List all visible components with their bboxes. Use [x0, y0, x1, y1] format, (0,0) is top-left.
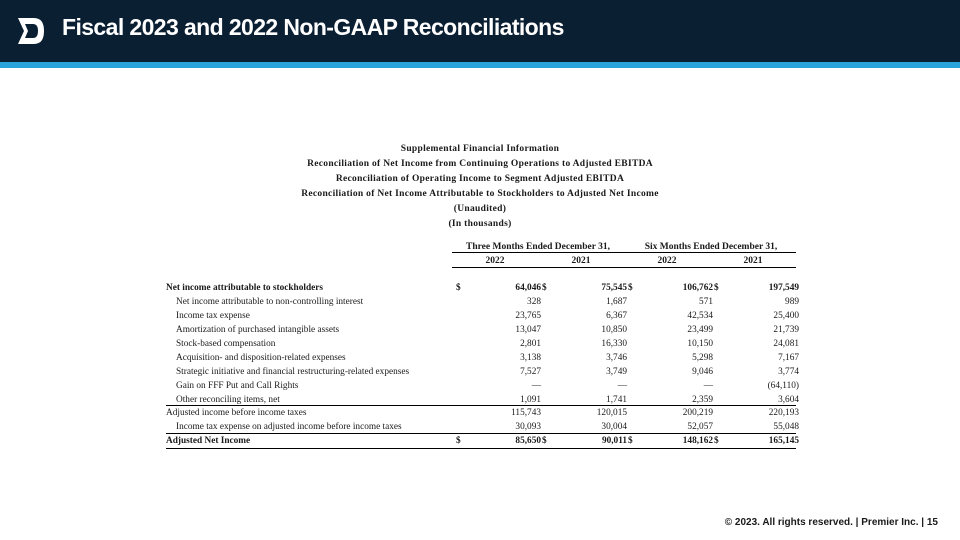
row-value: 2,801 — [520, 339, 541, 349]
total-top-rule — [166, 433, 796, 434]
row-value: 30,093 — [515, 422, 541, 432]
row-value: 24,081 — [773, 339, 799, 349]
row-value: 165,145 — [768, 436, 799, 446]
year-header: 2022 — [485, 256, 505, 266]
row-value: — — [703, 381, 713, 391]
table-row — [166, 297, 799, 311]
row-value: — — [531, 381, 541, 391]
row-value: 16,330 — [601, 339, 627, 349]
row-label: Amortization of purchased intangible assets — [176, 325, 340, 335]
row-value: 1,687 — [606, 297, 627, 307]
row-label: Adjusted Net Income — [166, 436, 251, 446]
row-value: 10,150 — [687, 339, 713, 349]
row-value: 30,004 — [601, 422, 627, 432]
total-bottom-rule — [166, 448, 796, 449]
column-group-header-three-months: Three Months Ended December 31, — [466, 242, 610, 252]
row-value: 75,545 — [601, 283, 627, 293]
row-value: 1,741 — [606, 395, 627, 405]
row-value: 10,850 — [601, 325, 627, 335]
row-label: Other reconciling items, net — [176, 395, 280, 405]
row-label: Net income attributable to non-controlling interest — [176, 297, 364, 307]
row-value: 989 — [785, 297, 799, 307]
group-header-underline — [452, 252, 796, 253]
table-row — [166, 408, 799, 422]
year-header: 2022 — [657, 256, 677, 266]
table-row — [166, 367, 799, 381]
currency-symbol: $ — [714, 283, 719, 293]
row-value: — — [617, 381, 627, 391]
row-label: Strategic initiative and financial restructuring-related expenses — [176, 367, 410, 377]
row-value: 23,765 — [515, 311, 541, 321]
row-label: Income tax expense — [176, 311, 250, 321]
row-value: 5,298 — [692, 353, 713, 363]
currency-symbol: $ — [542, 436, 547, 446]
row-label: Acquisition- and disposition-related expenses — [176, 353, 346, 363]
row-value: 90,011 — [601, 436, 627, 446]
row-value: 6,367 — [606, 311, 627, 321]
accent-stripe — [0, 62, 960, 68]
row-value: 197,549 — [768, 283, 799, 293]
row-value: 3,749 — [606, 367, 627, 377]
table-row — [166, 395, 799, 409]
currency-symbol: $ — [456, 436, 461, 446]
row-value: 7,527 — [520, 367, 541, 377]
row-value: 1,091 — [520, 395, 541, 405]
row-value: 106,762 — [682, 283, 713, 293]
row-value: 220,193 — [768, 408, 799, 418]
table-row — [166, 283, 799, 297]
currency-symbol: $ — [714, 436, 719, 446]
currency-symbol: $ — [628, 283, 633, 293]
row-value: 64,046 — [515, 283, 541, 293]
table-row — [166, 381, 799, 395]
year-header: 2021 — [571, 256, 591, 266]
row-label: Net income attributable to stockholders — [166, 283, 323, 293]
table-heading-line: Supplemental Financial Information — [400, 144, 560, 154]
row-value: 3,138 — [520, 353, 541, 363]
row-value: 571 — [699, 297, 713, 307]
row-value: 42,534 — [687, 311, 713, 321]
currency-symbol: $ — [456, 283, 461, 293]
row-value: 148,162 — [682, 436, 713, 446]
row-value: 3,774 — [778, 367, 799, 377]
table-heading-line: (Unaudited) — [453, 204, 507, 214]
row-value: 13,047 — [515, 325, 541, 335]
row-value: 2,359 — [692, 395, 713, 405]
premier-logo-icon — [14, 15, 46, 47]
row-value: 3,604 — [778, 395, 799, 405]
row-value: (64,110) — [767, 381, 799, 391]
row-label: Adjusted income before income taxes — [166, 408, 307, 418]
row-value: 3,746 — [606, 353, 627, 363]
row-value: 55,048 — [773, 422, 799, 432]
row-value: 52,057 — [687, 422, 713, 432]
currency-symbol: $ — [628, 436, 633, 446]
slide-title: Fiscal 2023 and 2022 Non-GAAP Reconciliations — [62, 14, 564, 40]
row-value: 23,499 — [687, 325, 713, 335]
row-value: 9,046 — [692, 367, 713, 377]
year-header: 2021 — [743, 256, 763, 266]
subtotal-rule — [166, 405, 796, 406]
table-row — [166, 353, 799, 367]
row-value: 21,739 — [773, 325, 799, 335]
row-value: 200,219 — [682, 408, 713, 418]
row-value: 25,400 — [773, 311, 799, 321]
table-row — [166, 325, 799, 339]
row-value: 120,015 — [596, 408, 627, 418]
row-value: 7,167 — [778, 353, 799, 363]
year-header-underline — [452, 267, 796, 268]
table-row — [166, 339, 799, 353]
row-label: Stock-based compensation — [176, 339, 276, 349]
table-heading-line: Reconciliation of Net Income from Continuing Operations to Adjusted EBITDA — [307, 159, 653, 169]
table-heading-line: Reconciliation of Net Income Attributable to Stockholders to Adjusted Net Income — [301, 189, 659, 199]
footer-copyright: © 2023. All rights reserved. | Premier Inc. | 15 — [724, 517, 938, 528]
row-value: 115,743 — [511, 408, 541, 418]
currency-symbol: $ — [542, 283, 547, 293]
column-group-header-six-months: Six Months Ended December 31, — [644, 242, 778, 252]
row-label: Income tax expense on adjusted income before income taxes — [176, 422, 402, 432]
row-label: Gain on FFF Put and Call Rights — [176, 381, 299, 391]
table-heading-line: Reconciliation of Operating Income to Segment Adjusted EBITDA — [335, 174, 625, 184]
table-row — [166, 311, 799, 325]
row-value: 85,650 — [515, 436, 541, 446]
row-value: 328 — [527, 297, 541, 307]
table-heading-line: (In thousands) — [448, 219, 512, 229]
